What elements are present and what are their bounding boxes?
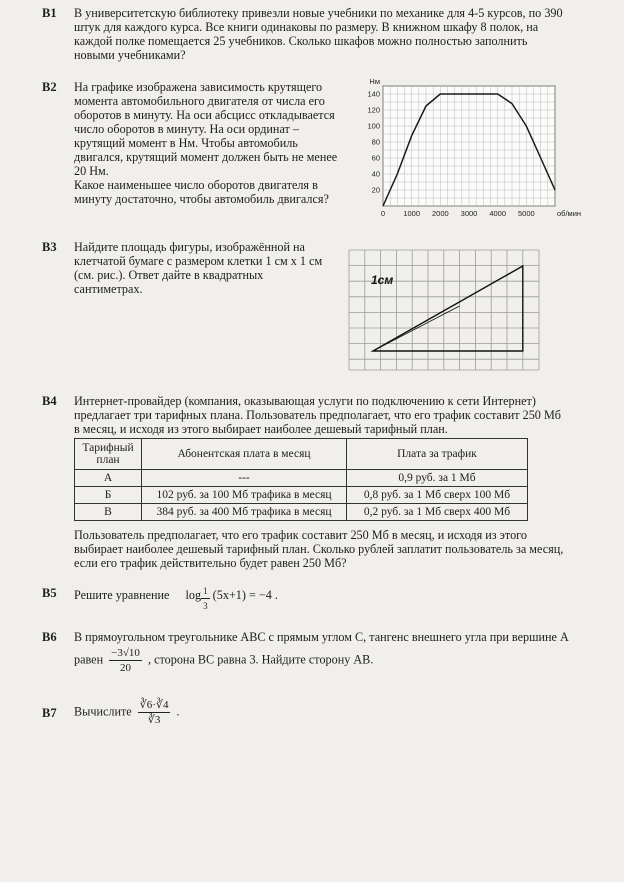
- problem-text-continued: [74, 528, 563, 570]
- grid-scale-label: 1см: [371, 273, 394, 287]
- problem-number: В3: [42, 240, 57, 254]
- x-tick-label: 0: [380, 209, 386, 218]
- text-line: [74, 646, 569, 675]
- table-header: Абонентская плата в месяц: [142, 439, 347, 470]
- text-line: число оборотов в минуту. На оси ординат –: [74, 122, 300, 136]
- y-tick-label: 140: [367, 89, 380, 99]
- table-row: [75, 504, 528, 521]
- tangent-fraction: [109, 646, 142, 675]
- text-line: На графике изображена зависимость крутящего: [74, 80, 323, 94]
- x-tick-label: 2000: [431, 209, 449, 218]
- table-cell: 0,9 руб. за 1 Мб: [347, 470, 528, 487]
- text-prefix: равен: [74, 652, 104, 667]
- grid-figure: [343, 244, 545, 376]
- torque-chart: [355, 74, 595, 226]
- x-tick-label: 1000: [403, 209, 421, 218]
- problem-number: В1: [42, 6, 57, 20]
- equation-body: (5x+1) = −4 .: [212, 588, 278, 602]
- text-line: В университетскую библиотеку привезли новые учебники по механике для 4-5 курсов, по 390: [74, 6, 563, 20]
- table-header: Плата за трафик: [347, 439, 528, 470]
- text-line: в месяц, и исходя из этого выбирает наиболее дешевый тарифный план.: [74, 422, 448, 436]
- text-line: (см. рис.). Ответ дайте в квадратных: [74, 268, 264, 282]
- table-row: [75, 470, 528, 487]
- y-tick-label: 120: [367, 105, 380, 115]
- table-cell: 102 руб. за 100 Мб трафика в месяц: [142, 487, 347, 504]
- text-suffix: , сторона BC равна 3. Найдите сторону AB.: [147, 652, 374, 667]
- problem-text: [74, 584, 278, 613]
- x-tick-label: 3000: [460, 209, 478, 218]
- y-tick-label: 80: [371, 137, 380, 147]
- x-axis-label: об/мин: [557, 209, 582, 218]
- x-tick-label: 5000: [517, 209, 535, 218]
- problem-number: В4: [42, 394, 57, 408]
- text-prefix: Вычислите: [74, 704, 132, 719]
- log-expression: [185, 586, 278, 611]
- problem-text: [74, 698, 180, 727]
- problem-number: В6: [42, 630, 57, 644]
- table-cell: 0,8 руб. за 1 Мб сверх 100 Мб: [347, 487, 528, 504]
- triangle-shape: [373, 266, 523, 351]
- text-line: В прямоугольном треугольнике ABC с прямым углом C, тангенс внешнего угла при вершине A: [74, 630, 569, 644]
- table-cell: ---: [142, 470, 347, 487]
- problem-text: [74, 6, 563, 62]
- x-tick-label: 4000: [489, 209, 507, 218]
- text-line: 20 Нм.: [74, 164, 109, 178]
- table-cell: В: [75, 504, 142, 521]
- table-row: [75, 487, 528, 504]
- text-line: если его трафик действительно будет равен 250 Мб?: [74, 556, 347, 570]
- text-line: Какое наименьшее число оборотов двигателя в: [74, 178, 318, 192]
- root-fraction: [138, 698, 171, 727]
- text-line: Пользователь предполагает, что его трафик составит 250 Мб в месяц, и исходя из этого: [74, 528, 527, 542]
- text-line: момента автомобильного двигателя от числа его: [74, 94, 325, 108]
- tariff-table: [74, 438, 528, 521]
- frac-numerator: ∛6·∛4: [139, 699, 169, 711]
- problem-text: [74, 240, 354, 296]
- y-tick-label: 40: [371, 169, 380, 179]
- text-line: Найдите площадь фигуры, изображённой на: [74, 240, 305, 254]
- log-base: [201, 584, 210, 613]
- text-line: минуту достаточно, чтобы автомобиль двигался?: [74, 192, 329, 206]
- table-cell: 384 руб. за 400 Мб трафика в месяц: [142, 504, 347, 521]
- frac-numerator: −3√10: [111, 647, 140, 659]
- table-cell: А: [75, 470, 142, 487]
- text-line: новыми учебниками?: [74, 48, 186, 62]
- y-tick-label: 60: [371, 153, 380, 163]
- table-cell: 0,2 руб. за 1 Мб сверх 400 Мб: [347, 504, 528, 521]
- problem-number: В2: [42, 80, 57, 94]
- problem-text: [74, 80, 364, 206]
- text-line: выбирает наиболее дешевый тарифный план. Сколько рублей заплатит пользователь за месяц,: [74, 542, 564, 556]
- problem-text: [74, 630, 569, 675]
- problem-text: [74, 394, 561, 436]
- text-line: сантиметрах.: [74, 282, 143, 296]
- table-header-row: [75, 439, 528, 470]
- text-line: штук для каждого курса. Все книги одинаковы по размеру. В книжном шкафу 8 полок, на: [74, 20, 539, 34]
- problem-number: В5: [42, 586, 57, 600]
- text-line: клетчатой бумаге с размером клетки 1 см х 1 см: [74, 254, 323, 268]
- table-header: Тарифный план: [75, 439, 142, 470]
- y-tick-label: 100: [367, 121, 380, 131]
- text-line: двигался, крутящий момент должен быть не менее: [74, 150, 338, 164]
- y-axis-label: Нм: [369, 77, 380, 86]
- table-cell: Б: [75, 487, 142, 504]
- problem-number: В7: [42, 706, 57, 720]
- text-line: каждой полке помещается 25 учебников. Сколько шкафов можно полностью заполнить: [74, 34, 528, 48]
- y-tick-label: 20: [371, 185, 380, 195]
- frac-denominator: 3: [203, 601, 208, 611]
- text-line: Интернет-провайдер (компания, оказывающая услуги по подключению к сети Интернет): [74, 394, 536, 408]
- log-symbol: log: [185, 588, 202, 602]
- frac-numerator: 1: [201, 584, 210, 599]
- text-suffix: .: [176, 704, 180, 719]
- text-line: Решите уравнение: [74, 588, 170, 602]
- text-line: оборотов в минуту. На оси абсцисс откладывается: [74, 108, 335, 122]
- text-line: предлагает три тарифных плана. Пользователь предполагает, что его трафик составит 250 Мб: [74, 408, 561, 422]
- frac-denominator: ∛3: [147, 714, 161, 726]
- frac-denominator: 20: [120, 662, 132, 674]
- text-line: крутящий момент в Нм. Чтобы автомобиль: [74, 136, 298, 150]
